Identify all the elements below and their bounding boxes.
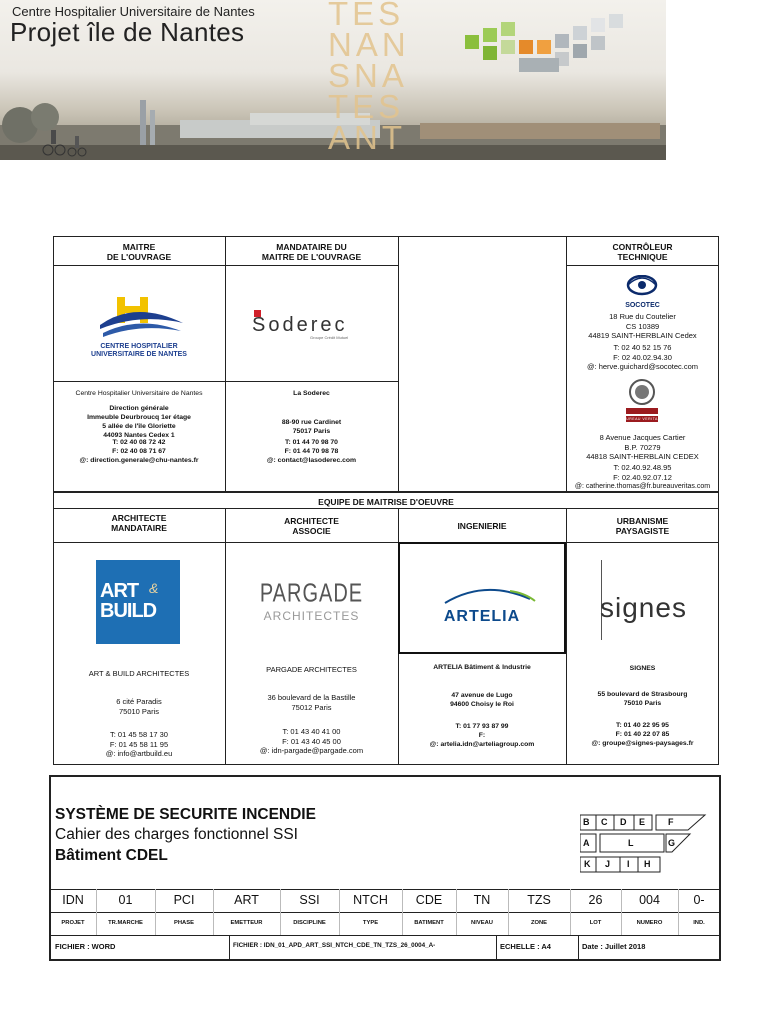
pargade-name: PARGADE ARCHITECTES — [266, 665, 357, 674]
artelia-contact: T: 01 77 93 87 99 F: @: artelia.idn@arteliagroup.com — [429, 723, 535, 748]
signes-address: 55 boulevard de Strasbourg 75010 Paris — [597, 691, 688, 707]
socotec-contact: T: 02 40 52 15 76 F: 02 40.02.94.30 @: herve.guichard@socotec.com — [586, 343, 699, 371]
code-label-numero: NUMERO — [636, 920, 663, 926]
divider — [225, 265, 399, 266]
soderec-logo-text: Soderec — [252, 314, 348, 336]
banner-subtitle: Centre Hospitalier Universitaire de Nantes — [12, 4, 255, 19]
divider — [50, 889, 720, 890]
signes-contact: T: 01 40 22 95 95 F: 01 40 22 07 85 @: groupe@signes-paysages.fr — [591, 722, 694, 747]
divider — [496, 935, 497, 960]
artelia-logo-arc — [430, 585, 540, 605]
code-value-emetteur: ART — [234, 893, 259, 907]
soderec-name: La Soderec — [293, 390, 330, 397]
code-value-type: NTCH — [353, 893, 388, 907]
chu-address: Direction générale Immeuble Deurbroucq 1er étage 5 allée de l'île Gloriette 44093 Nantes Cedex 1 — [87, 405, 191, 439]
chu-nantes-logo — [95, 295, 185, 340]
chu-logo-text: CENTRE HOSPITALIER UNIVERSITAIRE DE NANTES — [91, 343, 187, 358]
code-value-phase: PCI — [173, 893, 195, 907]
code-value-ind: 0- — [693, 893, 705, 907]
code-label-batiment: BATIMENT — [414, 920, 444, 926]
art-build-contact: T: 01 45 58 17 30 F: 01 45 58 11 95 @: info@artbuild.eu — [105, 730, 173, 758]
soderec-logo-sub: Groupe Crédit Mutuel — [310, 335, 349, 340]
cyclists-illustration — [40, 118, 90, 158]
code-value-zone: TZS — [527, 893, 551, 907]
divider — [50, 935, 720, 936]
socotec-logo-text: SOCOTEC — [625, 302, 660, 309]
soderec-contact: T: 01 44 70 98 70 F: 01 44 70 98 78 @: contact@lasoderec.com — [266, 439, 357, 464]
urbanisme-header: URBANISME PAYSAGISTE — [615, 516, 670, 536]
document-title: SYSTÈME DE SECURITE INCENDIE — [55, 806, 316, 823]
chu-contact: T: 02 40 08 72 42 F: 02 40 08 71 67 @: direction.generale@chu-nantes.fr — [79, 439, 199, 464]
team-title: EQUIPE DE MAITRISE D'OEUVRE — [318, 497, 454, 507]
code-value-niveau: TN — [473, 893, 491, 907]
project-banner — [0, 0, 666, 160]
code-label-trmarche: TR.MARCHE — [108, 920, 143, 926]
fichier-format: FICHIER : WORD — [55, 942, 116, 951]
document-subtitle: Cahier des charges fonctionnel SSI — [55, 826, 298, 843]
code-value-trmarche: 01 — [118, 893, 133, 907]
bureau-veritas-logo-text: BUREAU VERITAS — [623, 417, 661, 421]
building-mosaic-illustration — [455, 10, 665, 100]
date: Date : Juillet 2018 — [582, 942, 646, 951]
document-building: Bâtiment CDEL — [55, 847, 168, 864]
divider — [53, 542, 719, 543]
code-label-ind: IND. — [693, 920, 705, 926]
code-label-phase: PHASE — [174, 920, 194, 926]
architecte-mandataire-header: ARCHITECTE MANDATAIRE — [111, 513, 167, 533]
divider — [578, 935, 579, 960]
art-build-logo: ART & BUILD — [96, 560, 180, 644]
controleur-header: CONTRÔLEUR TECHNIQUE — [612, 242, 673, 262]
banner-letter-art: TES NAN SNA TES ANT — [328, 0, 410, 156]
veritas-address: 8 Avenue Jacques Cartier B.P. 70279 44818 SAINT-HERBLAIN CEDEX — [586, 433, 699, 461]
pargade-logo: PARGADE ARCHITECTES — [259, 579, 364, 623]
pargade-address: 36 boulevard de la Bastille 75012 Paris — [267, 693, 356, 712]
architecte-associe-header: ARCHITECTE ASSOCIE — [284, 516, 339, 536]
divider — [53, 508, 719, 509]
code-label-discipline: DISCIPLINE — [293, 920, 326, 926]
divider — [53, 265, 226, 266]
veritas-contact: T: 02.40.92.48.95 F: 02.40.92.07.12 @: catherine.thomas@fr.bureauveritas.com — [574, 463, 711, 490]
fichier-name: FICHIER : IDN_01_APD_ART_SSI_NTCH_CDE_TN_TZS_26_0004_A- — [233, 942, 436, 949]
socotec-address: 18 Rue du Coutelier CS 10389 44819 SAINT-HERBLAIN Cedex — [588, 312, 697, 340]
code-value-numero: 004 — [639, 893, 660, 907]
code-value-discipline: SSI — [299, 893, 320, 907]
code-value-batiment: CDE — [415, 893, 443, 907]
divider — [398, 236, 399, 492]
code-label-niveau: NIVEAU — [471, 920, 493, 926]
divider — [566, 265, 719, 266]
art-build-address: 6 cité Paradis 75010 Paris — [116, 697, 162, 716]
socotec-logo — [625, 275, 659, 301]
code-label-projet: PROJET — [61, 920, 85, 926]
ingenierie-header: INGENIERIE — [457, 521, 507, 531]
soderec-address: 88-90 rue Cardinet 75017 Paris — [281, 419, 342, 435]
artelia-logo: ARTELIA — [443, 608, 521, 625]
code-value-projet: IDN — [62, 893, 84, 907]
banner-title: Projet île de Nantes — [10, 17, 245, 47]
chu-name: Centre Hospitalier Universitaire de Nantes — [75, 390, 203, 397]
mandataire-header: MANDATAIRE DU MAITRE DE L'OUVRAGE — [261, 242, 362, 262]
signes-name: SIGNES — [629, 665, 656, 672]
code-label-zone: ZONE — [530, 920, 548, 926]
pargade-contact: T: 01 43 40 41 00 F: 01 43 40 45 00 @: idn-pargade@pargade.com — [259, 727, 364, 755]
signes-logo: signes — [600, 592, 687, 623]
divider — [229, 935, 230, 960]
building-plan-schematic: B C D E F A L G K J I H — [580, 812, 710, 874]
code-value-lot: 26 — [588, 893, 603, 907]
artelia-name: ARTELIA Bâtiment & Industrie — [433, 664, 531, 671]
code-label-emetteur: EMETTEUR — [230, 920, 263, 926]
art-build-name: ART & BUILD ARCHITECTES — [88, 669, 190, 678]
divider — [50, 912, 720, 913]
artelia-address: 47 avenue de Lugo 94600 Choisy le Roi — [450, 692, 514, 708]
echelle: ECHELLE : A4 — [500, 942, 551, 951]
code-label-lot: LOT — [589, 920, 602, 926]
code-label-type: TYPE — [362, 920, 379, 926]
maitre-ouvrage-header: MAITRE DE L'OUVRAGE — [106, 242, 172, 262]
divider — [53, 381, 399, 382]
